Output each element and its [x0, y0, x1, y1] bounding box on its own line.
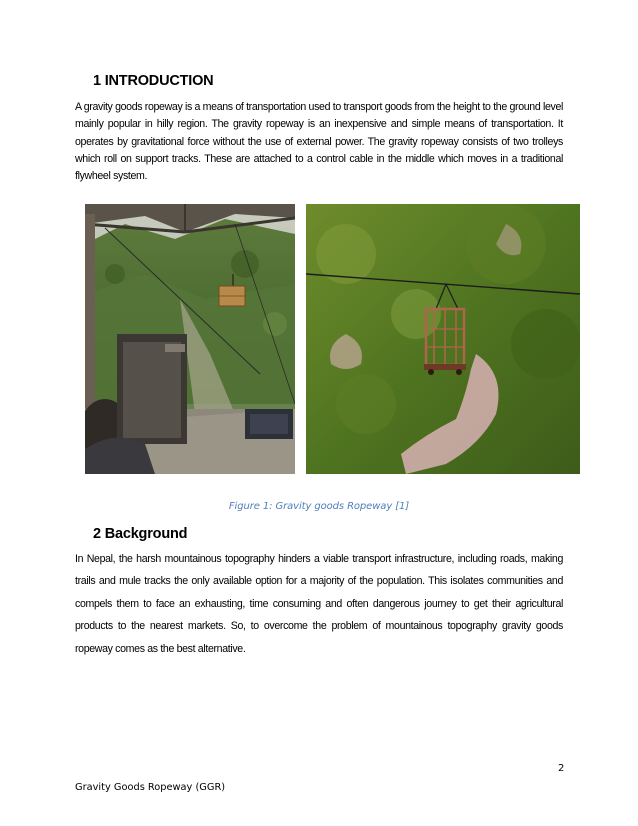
section-heading-introduction: 1 INTRODUCTION	[93, 73, 214, 89]
page-number: 2	[558, 763, 565, 774]
introduction-paragraph: A gravity goods ropeway is a means of transportation used to transport goods from the height to the ground level mainly popular in hilly region. The gravity ropeway is an inexpensive and simple means of transportation. It operates by gravitational force without the use of external power. The gravity ropeway consists of two trolleys which roll on support tracks. These are attached to a control cable in the middle which moves in a traditional flywheel system.	[75, 101, 563, 183]
background-paragraph: In Nepal, the harsh mountainous topography hinders a viable transport infrastructure, including roads, making trails and mule tracks the only available option for a majority of the population. This isolates communities and compels them to face an exhausting, time consuming and often dangerous journey to get their agricultural products to the nearest markets. So, to overcome the problem of mountainous topography gravity goods ropeway comes as the best alternative.	[75, 553, 563, 655]
section-heading-background: 2 Background	[93, 526, 188, 542]
figure-caption: Figure 1: Gravity goods Ropeway [1]	[228, 501, 410, 512]
page-footer: Gravity Goods Ropeway (GGR)	[75, 782, 226, 793]
ropeway-photo-shed-view	[85, 204, 295, 474]
ropeway-photo-aerial-view	[306, 204, 580, 474]
